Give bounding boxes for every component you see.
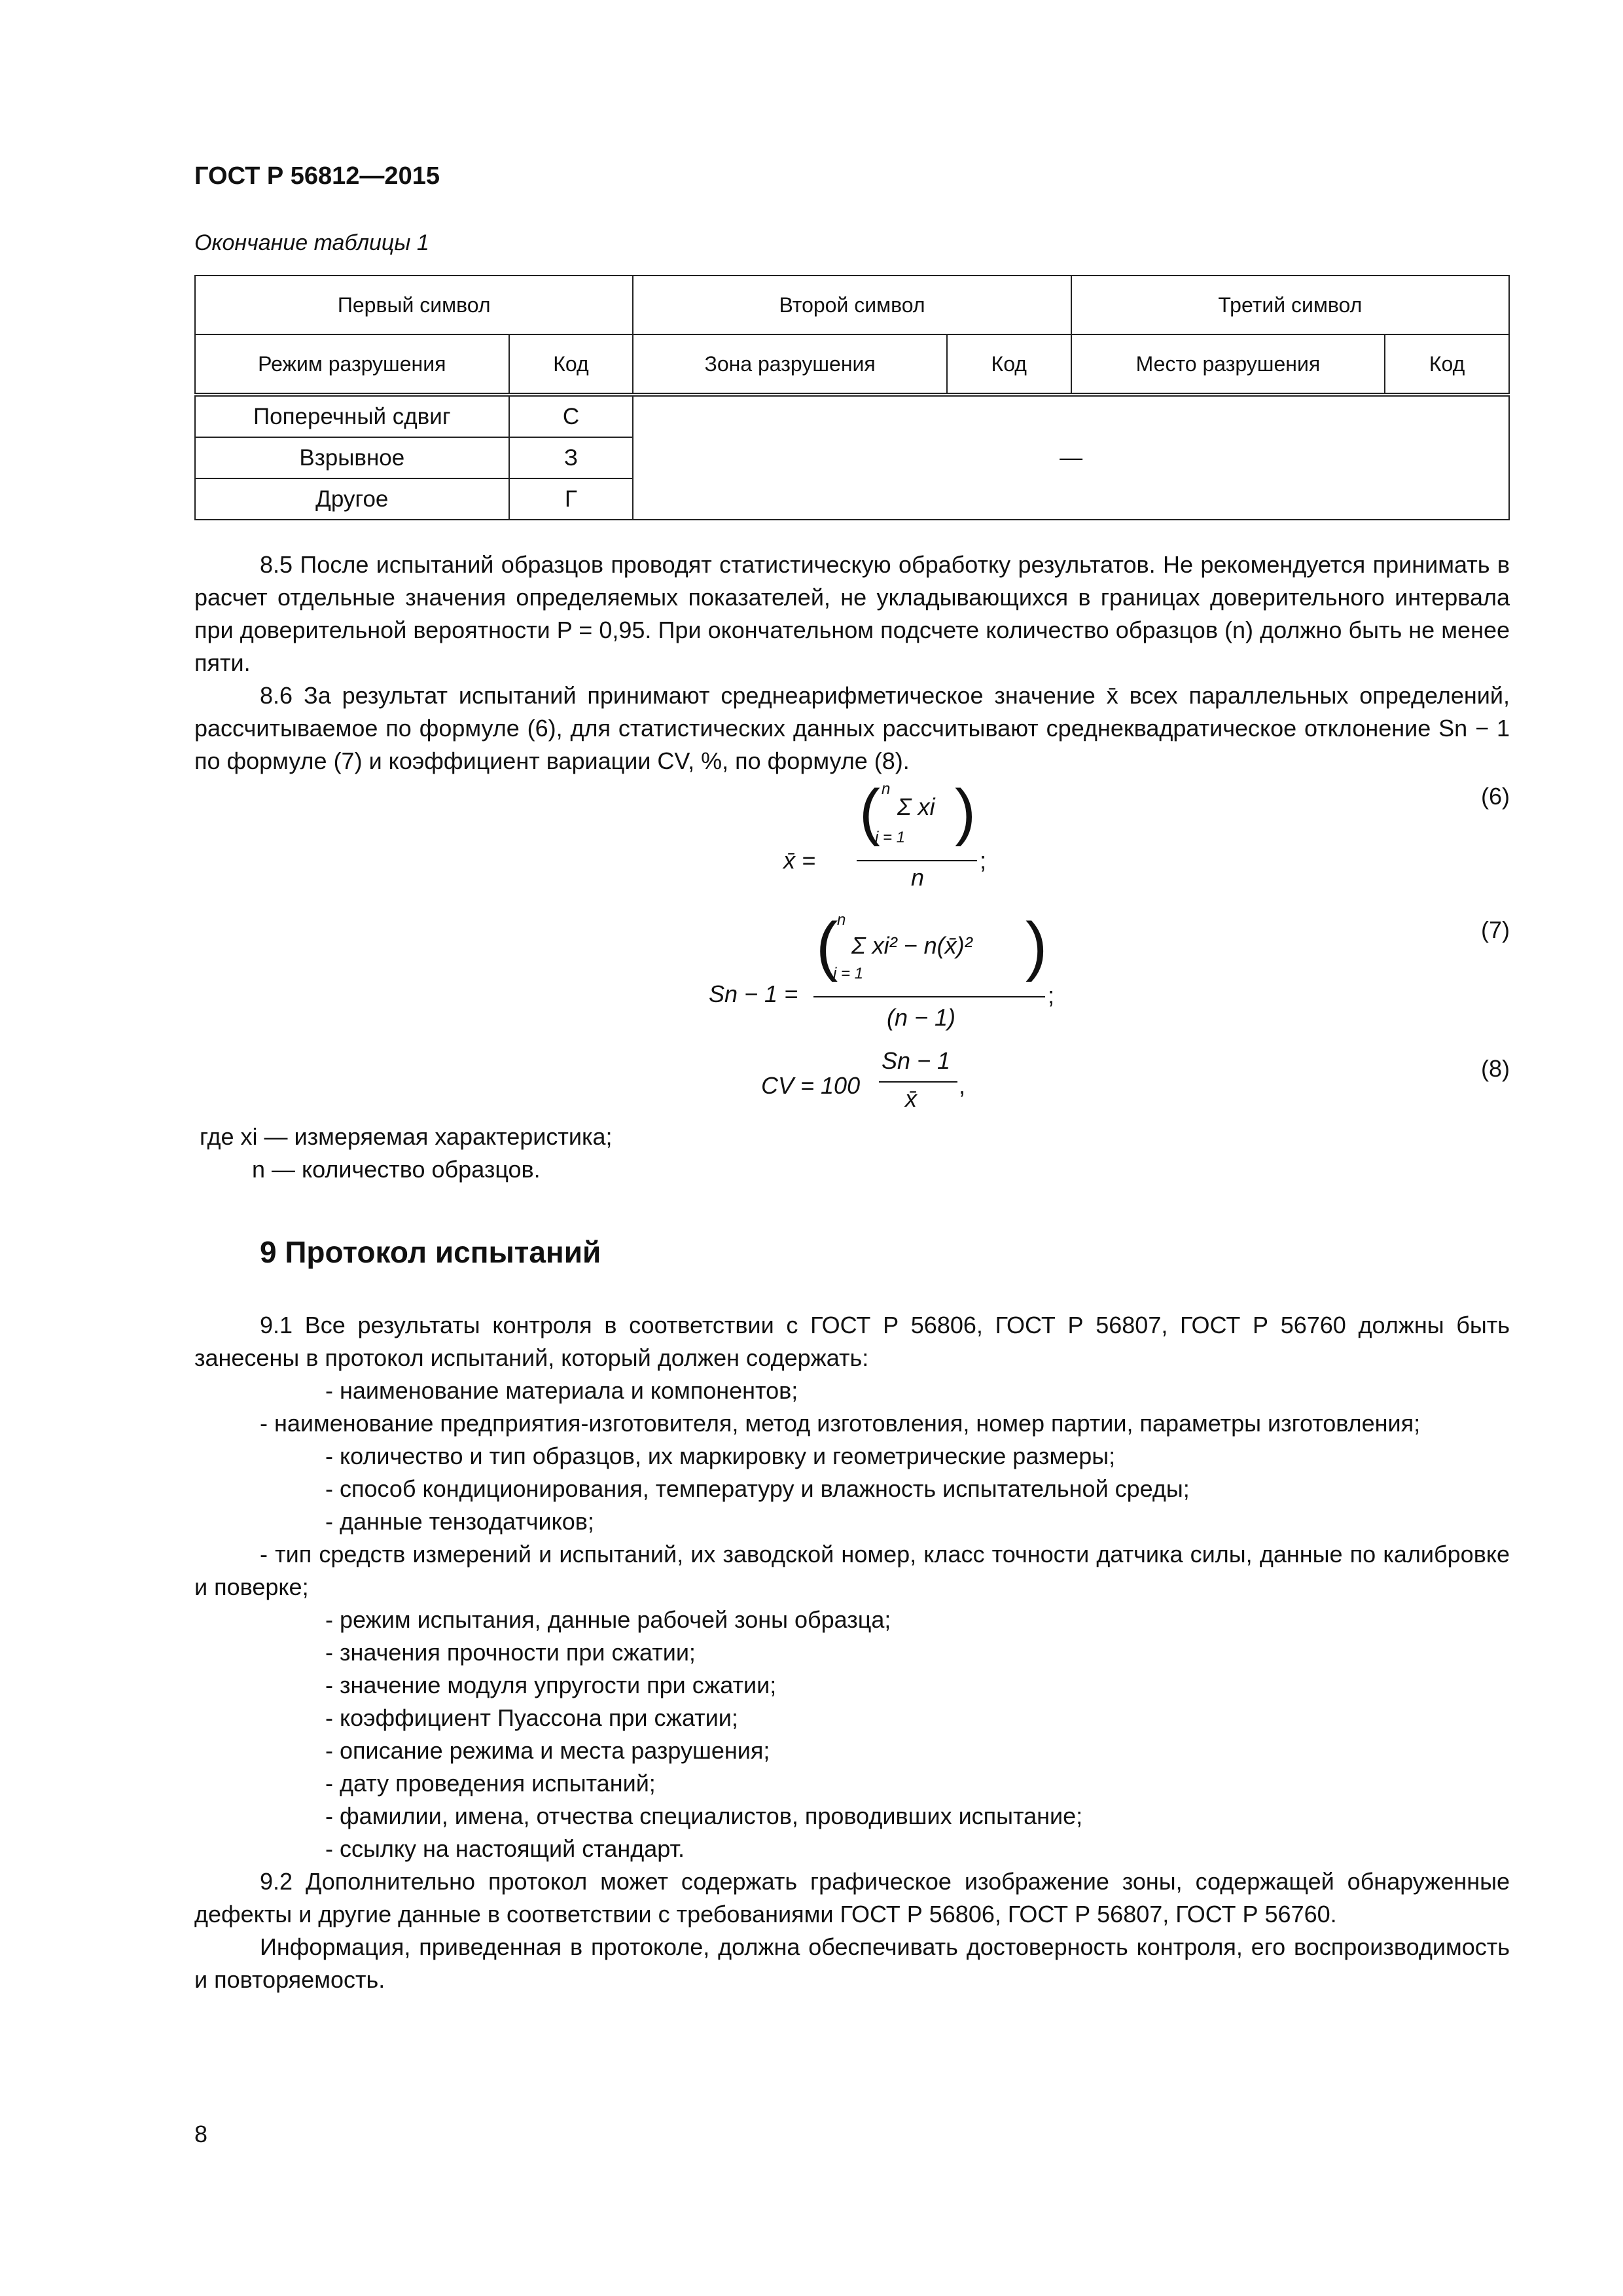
list-item: - коэффициент Пуассона при сжатии; — [325, 1704, 738, 1731]
table-caption: Окончание таблицы 1 — [194, 230, 429, 255]
eq8-top: Sn − 1 — [882, 1047, 951, 1074]
sum-upper-limit: n — [882, 780, 891, 798]
equation-number-6: (6) — [1481, 783, 1510, 810]
fraction-line — [857, 860, 977, 861]
eq6-top: Σ xi — [897, 793, 935, 820]
merged-dash-cell: — — [633, 395, 1509, 520]
sum-lower-limit: i = 1 — [875, 829, 906, 846]
mode-cell: Взрывное — [195, 437, 509, 478]
list-item: - фамилии, имена, отчества специалистов, проводивших испытание; — [325, 1803, 1083, 1829]
paragraph-9-2: 9.2 Дополнительно протокол может содержать графическое изображение зоны, содержащей обнаруженные дефекты и другие данные в соответствии с требованиями ГОСТ Р 56806, ГОСТ Р 56807, ГОСТ Р 56760. — [194, 1868, 1510, 1928]
mode-cell: Поперечный сдвиг — [195, 395, 509, 437]
where-line-1: где xi — измеряемая характеристика; — [200, 1123, 613, 1150]
table-row — [195, 395, 1509, 437]
eq7-bottom: (n − 1) — [887, 1004, 956, 1031]
right-paren: ) — [955, 777, 976, 847]
list-item: - дату проведения испытаний; — [325, 1770, 656, 1797]
section-8-paragraphs — [194, 548, 1510, 778]
left-paren: ( — [816, 909, 838, 982]
group-header-second: Второй символ — [633, 276, 1071, 334]
paragraph-8-5: 8.5 После испытаний образцов проводят статистическую обработку результатов. Не рекомендуется принимать в расчет отдельные значения определяемых показателей, не укладывающихся в границах доверительного интервала при доверительной вероятности P = 0,95. При окончательном подсчете количество образцов (n) должно быть не менее пяти. — [194, 551, 1510, 676]
sum-lower-limit: i = 1 — [833, 965, 864, 982]
mode-cell: Другое — [195, 478, 509, 520]
page-number: 8 — [194, 2121, 208, 2147]
list-item: - значение модуля упругости при сжатии; — [325, 1672, 777, 1698]
list-item: - данные тензодатчиков; — [325, 1508, 594, 1535]
list-item: - наименование предприятия-изготовителя, метод изготовления, номер партии, параметры изготовления; — [260, 1410, 1421, 1437]
equation-8 — [761, 1047, 1128, 1132]
eq6-bottom: n — [911, 864, 925, 891]
equation-number-8: (8) — [1481, 1055, 1510, 1082]
list-item: - наименование материала и компонентов; — [325, 1377, 798, 1404]
section-9-body — [194, 1309, 1510, 1996]
fraction-line — [813, 996, 1045, 997]
comma: , — [959, 1072, 966, 1099]
paragraph-8-6: 8.6 За результат испытаний принимают среднеарифметическое значение x̄ всех параллельных определений, рассчитываемое по формуле (6), для статистических данных рассчитывают среднеквадратическое отклонение Sn − 1 по формуле (7) и коэффициент вариации CV, %, по формуле (8). — [194, 682, 1510, 774]
eq8-lhs: CV = 100 — [761, 1072, 861, 1099]
equation-number-7: (7) — [1481, 916, 1510, 943]
failure-codes-table — [194, 275, 1510, 520]
list-item: - способ кондиционирования, температуру и влажность испытательной среды; — [325, 1475, 1190, 1502]
col-header: Код — [509, 334, 633, 395]
where-line-2: n — количество образцов. — [252, 1156, 541, 1183]
left-paren: ( — [859, 777, 880, 847]
list-item: - ссылку на настоящий стандарт. — [325, 1835, 685, 1862]
col-header: Код — [947, 334, 1071, 395]
col-header: Место разрушения — [1071, 334, 1385, 395]
sum-upper-limit: n — [837, 911, 846, 929]
standard-header: ГОСТ Р 56812—2015 — [194, 162, 440, 190]
code-cell: Г — [509, 478, 633, 520]
list-item: - описание режима и места разрушения; — [325, 1737, 770, 1764]
col-header: Режим разрушения — [195, 334, 509, 395]
eq6-lhs: x̄ = — [783, 847, 816, 874]
equation-6 — [783, 776, 1124, 894]
group-header-third: Третий символ — [1071, 276, 1509, 334]
eq7-top: Σ xi² − n(x̄)² — [851, 932, 972, 959]
semicolon: ; — [980, 847, 987, 874]
semicolon: ; — [1048, 982, 1055, 1009]
code-cell: З — [509, 437, 633, 478]
list-item: - тип средств измерений и испытаний, их заводской номер, класс точности датчика силы, данные по калибровке и поверке; — [194, 1541, 1510, 1600]
fraction-line — [879, 1081, 957, 1083]
list-item: - количество и тип образцов, их маркировку и геометрические размеры; — [325, 1443, 1116, 1469]
paragraph-info: Информация, приведенная в протоколе, должна обеспечивать достоверность контроля, его воспроизводимость и повторяемость. — [194, 1933, 1510, 1993]
section-9-heading: 9 Протокол испытаний — [260, 1235, 601, 1269]
eq7-lhs: Sn − 1 = — [709, 980, 798, 1007]
paragraph-9-1: 9.1 Все результаты контроля в соответствии с ГОСТ Р 56806, ГОСТ Р 56807, ГОСТ Р 56760 должны быть занесены в протокол испытаний, который должен содержать: — [194, 1312, 1510, 1371]
eq8-bottom: x̄ — [905, 1085, 917, 1112]
equation-7 — [709, 908, 1206, 1039]
group-header-first: Первый символ — [195, 276, 633, 334]
list-item: - режим испытания, данные рабочей зоны образца; — [325, 1606, 891, 1633]
right-paren: ) — [1026, 909, 1048, 982]
col-header: Зона разрушения — [633, 334, 947, 395]
list-item: - значения прочности при сжатии; — [325, 1639, 696, 1666]
col-header: Код — [1385, 334, 1509, 395]
code-cell: С — [509, 395, 633, 437]
